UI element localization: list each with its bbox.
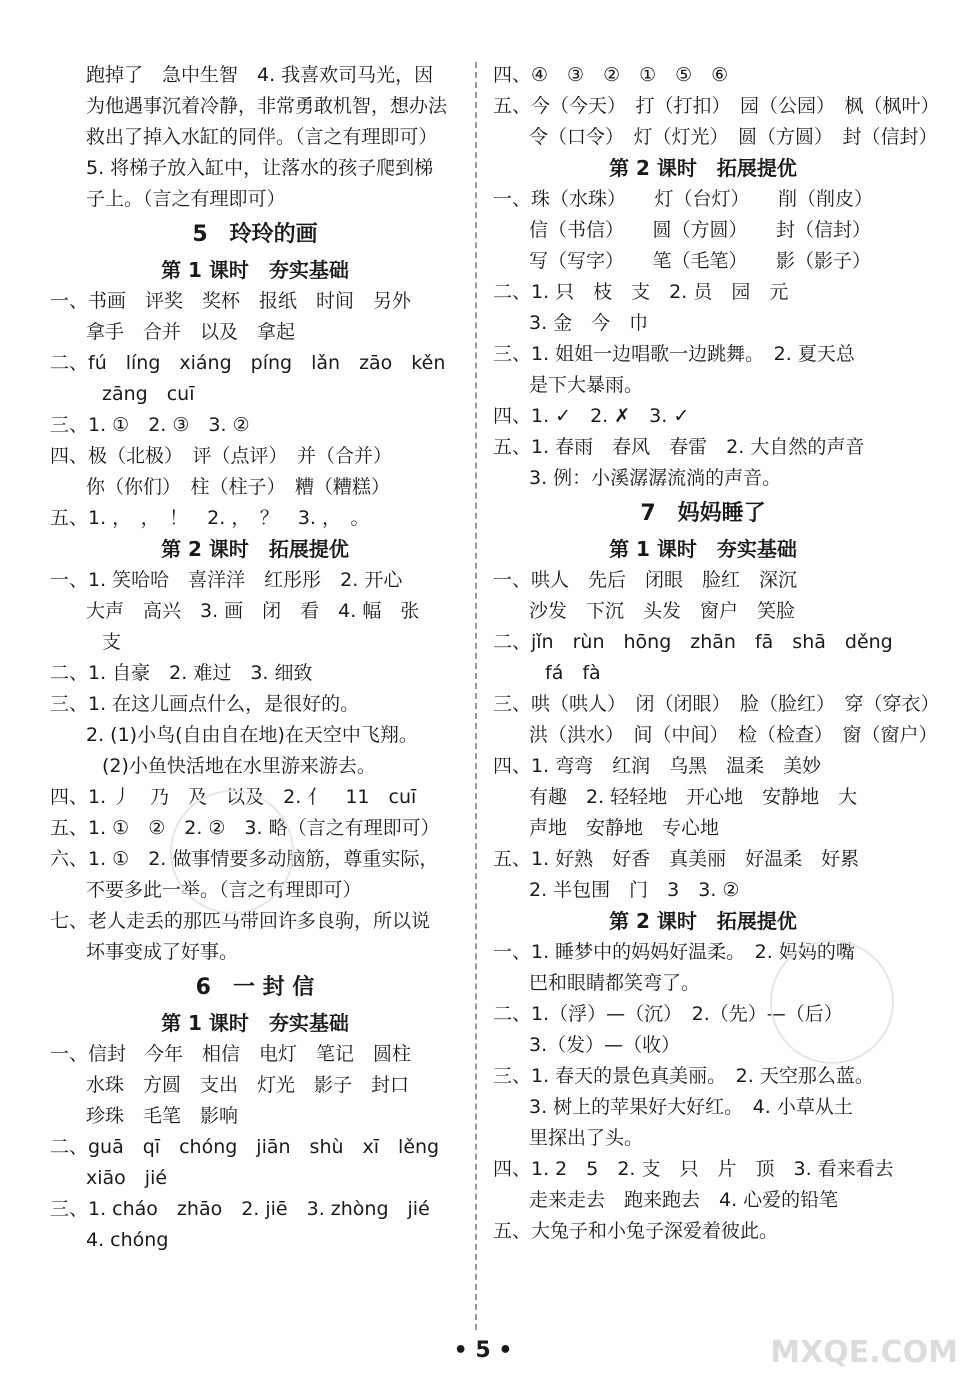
answer-line: 大声 高兴 3. 画 闭 看 4. 幅 张 bbox=[86, 600, 420, 622]
answer-line: 一、珠（水珠） 灯（台灯） 削（削皮） bbox=[493, 188, 874, 210]
answer-line: 七、老人走丢的那匹马带回许多良驹，所以说 bbox=[50, 910, 431, 932]
answer-line: 二、jǐn rùn hōng zhān fā shā děng bbox=[493, 631, 893, 653]
column-divider bbox=[475, 62, 477, 1330]
answer-line: 三、1. 在这儿画点什么，是很好的。 bbox=[50, 693, 360, 715]
answer-line: 一、信封 今年 相信 电灯 笔记 圆柱 bbox=[50, 1043, 412, 1065]
answer-line: 五、1. 春雨 春风 春雷 2. 大自然的声音 bbox=[493, 436, 865, 458]
answer-line: 声地 安静地 专心地 bbox=[529, 817, 720, 839]
answer-line: 四、④ ③ ② ① ⑤ ⑥ bbox=[493, 64, 729, 86]
answer-line: (2)小鱼快活地在水里游来游去。 bbox=[102, 755, 376, 777]
answer-line: 五、大兔子和小兔子深爱着彼此。 bbox=[493, 1220, 779, 1242]
answer-line: 为他遇事沉着冷静，非常勇敢机智，想办法 bbox=[86, 95, 448, 117]
answer-line: 支 bbox=[102, 631, 122, 653]
answer-line: 三、1. ① 2. ③ 3. ② bbox=[50, 414, 250, 436]
answer-line: 3. 树上的苹果好大好红。 4. 小草从土 bbox=[529, 1096, 853, 1118]
answer-line: 2. 半包围 门 3 3. ② bbox=[529, 879, 740, 901]
answer-line: 三、1. 姐姐一边唱歌一边跳舞。 2. 夏天总 bbox=[493, 343, 855, 365]
answer-line: zāng cuī bbox=[102, 383, 195, 405]
unit-title: 5 玲玲的画 bbox=[192, 222, 318, 247]
answer-line: 4. chóng bbox=[86, 1229, 169, 1251]
answer-line: 五、1. ① ② 2. ② 3. 略（言之有理即可） bbox=[50, 817, 440, 839]
answer-line: 5. 将梯子放入缸中，让落水的孩子爬到梯 bbox=[86, 157, 434, 179]
answer-line: 二、1.（浮）—（沉） 2.（先）—（后） bbox=[493, 1003, 843, 1025]
unit-title: 7 妈妈睡了 bbox=[640, 501, 766, 526]
answer-line: 2. (1)小鸟(自由自在地)在天空中飞翔。 bbox=[86, 724, 418, 746]
watermark-seal-left bbox=[170, 790, 294, 914]
answer-line: 3.（发）—（收） bbox=[529, 1034, 681, 1056]
answer-line: 信（书信） 圆（方圆） 封（信封） bbox=[529, 219, 872, 241]
answer-line: fá fà bbox=[545, 662, 601, 684]
answer-line: 六、1. ① 2. 做事情要多动脑筋，尊重实际， bbox=[50, 848, 439, 870]
answer-line: 五、1. 好熟 好香 真美丽 好温柔 好累 bbox=[493, 848, 860, 870]
lesson-heading: 第 2 课时 拓展提优 bbox=[161, 537, 349, 561]
answer-line: 三、1. cháo zhāo 2. jiē 3. zhòng jié bbox=[50, 1198, 430, 1220]
answer-line: 二、fú líng xiáng píng lǎn zāo kěn bbox=[50, 352, 446, 374]
answer-line: 你（你们） 柱（柱子） 糟（糟糕） bbox=[86, 476, 391, 498]
left-column bbox=[50, 60, 460, 1256]
answer-line: 三、1. 春天的景色真美丽。 2. 天空那么蓝。 bbox=[493, 1065, 874, 1087]
answer-line: 令（口令） 灯（灯光） 圆（方圆） 封（信封） bbox=[529, 126, 938, 148]
answer-line: 三、哄（哄人） 闭（闭眼） 脸（脸红） 穿（穿衣） bbox=[493, 693, 940, 715]
lesson-heading: 第 2 课时 拓展提优 bbox=[609, 909, 797, 933]
answer-line: 一、1. 睡梦中的妈妈好温柔。 2. 妈妈的嘴 bbox=[493, 941, 855, 963]
answer-line: 走来走去 跑来跑去 4. 心爱的铅笔 bbox=[529, 1189, 839, 1211]
answer-line: xiāo jié bbox=[86, 1167, 168, 1189]
answer-line: 四、1. 弯弯 红润 乌黑 温柔 美妙 bbox=[493, 755, 822, 777]
answer-line: 一、1. 笑哈哈 喜洋洋 红彤彤 2. 开心 bbox=[50, 569, 403, 591]
answer-line: 救出了掉入水缸的同伴。（言之有理即可） bbox=[86, 126, 438, 148]
answer-line: 3. 金 今 巾 bbox=[529, 312, 649, 334]
answer-line: 有趣 2. 轻轻地 开心地 安静地 大 bbox=[529, 786, 858, 808]
answer-line: 四、极（北极） 评（点评） 并（合并） bbox=[50, 445, 393, 467]
lesson-heading: 第 1 课时 夯实基础 bbox=[161, 1011, 349, 1035]
answer-line: 里探出了头。 bbox=[529, 1127, 644, 1149]
answer-line: 写（写字） 笔（毛笔） 影（影子） bbox=[529, 250, 872, 272]
answer-line: 巴和眼睛都笑弯了。 bbox=[529, 972, 701, 994]
answer-line: 一、书画 评奖 奖杯 报纸 时间 另外 bbox=[50, 290, 412, 312]
answer-line: 五、今（今天） 打（打扣） 园（公园） 枫（枫叶） bbox=[493, 95, 940, 117]
answer-line: 四、1. ✓ 2. ✗ 3. ✓ bbox=[493, 405, 690, 427]
answer-line: 水珠 方圆 支出 灯光 影子 封口 bbox=[86, 1074, 410, 1096]
answer-line: 五、1. ， ， ！ 2. ， ？ 3. ， 。 bbox=[50, 507, 370, 529]
answer-line: 四、1. 丿 乃 及 以及 2. 亻 11 cuī bbox=[50, 786, 417, 808]
right-column bbox=[493, 60, 940, 1247]
answer-line: 不要多此一举。（言之有理即可） bbox=[86, 879, 362, 901]
answer-line: 拿手 合并 以及 拿起 bbox=[86, 321, 296, 343]
answer-line: 二、guā qī chóng jiān shù xī lěng bbox=[50, 1136, 440, 1158]
answer-line: 沙发 下沉 头发 窗户 笑脸 bbox=[529, 600, 796, 622]
answer-line: 二、1. 只 枝 支 2. 员 园 元 bbox=[493, 281, 789, 303]
answer-line: 一、哄人 先后 闭眼 脸红 深沉 bbox=[493, 569, 798, 591]
lesson-heading: 第 1 课时 夯实基础 bbox=[609, 537, 797, 561]
answer-line: 跑掉了 急中生智 4. 我喜欢司马光，因 bbox=[86, 64, 434, 86]
lesson-heading: 第 2 课时 拓展提优 bbox=[609, 156, 797, 180]
lesson-heading: 第 1 课时 夯实基础 bbox=[161, 258, 349, 282]
answer-line: 3. 例：小溪潺潺流淌的声音。 bbox=[529, 467, 782, 489]
answer-line: 是下大暴雨。 bbox=[529, 374, 644, 396]
watermark-seal-right bbox=[770, 940, 894, 1064]
answer-line: 珍珠 毛笔 影响 bbox=[86, 1105, 239, 1127]
answer-line: 四、1. 2 5 2. 支 只 片 顶 3. 看来看去 bbox=[493, 1158, 894, 1180]
page-number: • 5 • bbox=[453, 1338, 513, 1363]
answer-line: 坏事变成了好事。 bbox=[86, 941, 239, 963]
answer-line: 二、1. 自豪 2. 难过 3. 细致 bbox=[50, 662, 313, 684]
watermark: MXQE.COM bbox=[770, 1335, 958, 1370]
answer-line: 洪（洪水） 间（中间） 检（检查） 窗（窗户） bbox=[529, 724, 938, 746]
unit-title: 6 一 封 信 bbox=[195, 975, 315, 1000]
answer-line: 子上。（言之有理即可） bbox=[86, 188, 286, 210]
